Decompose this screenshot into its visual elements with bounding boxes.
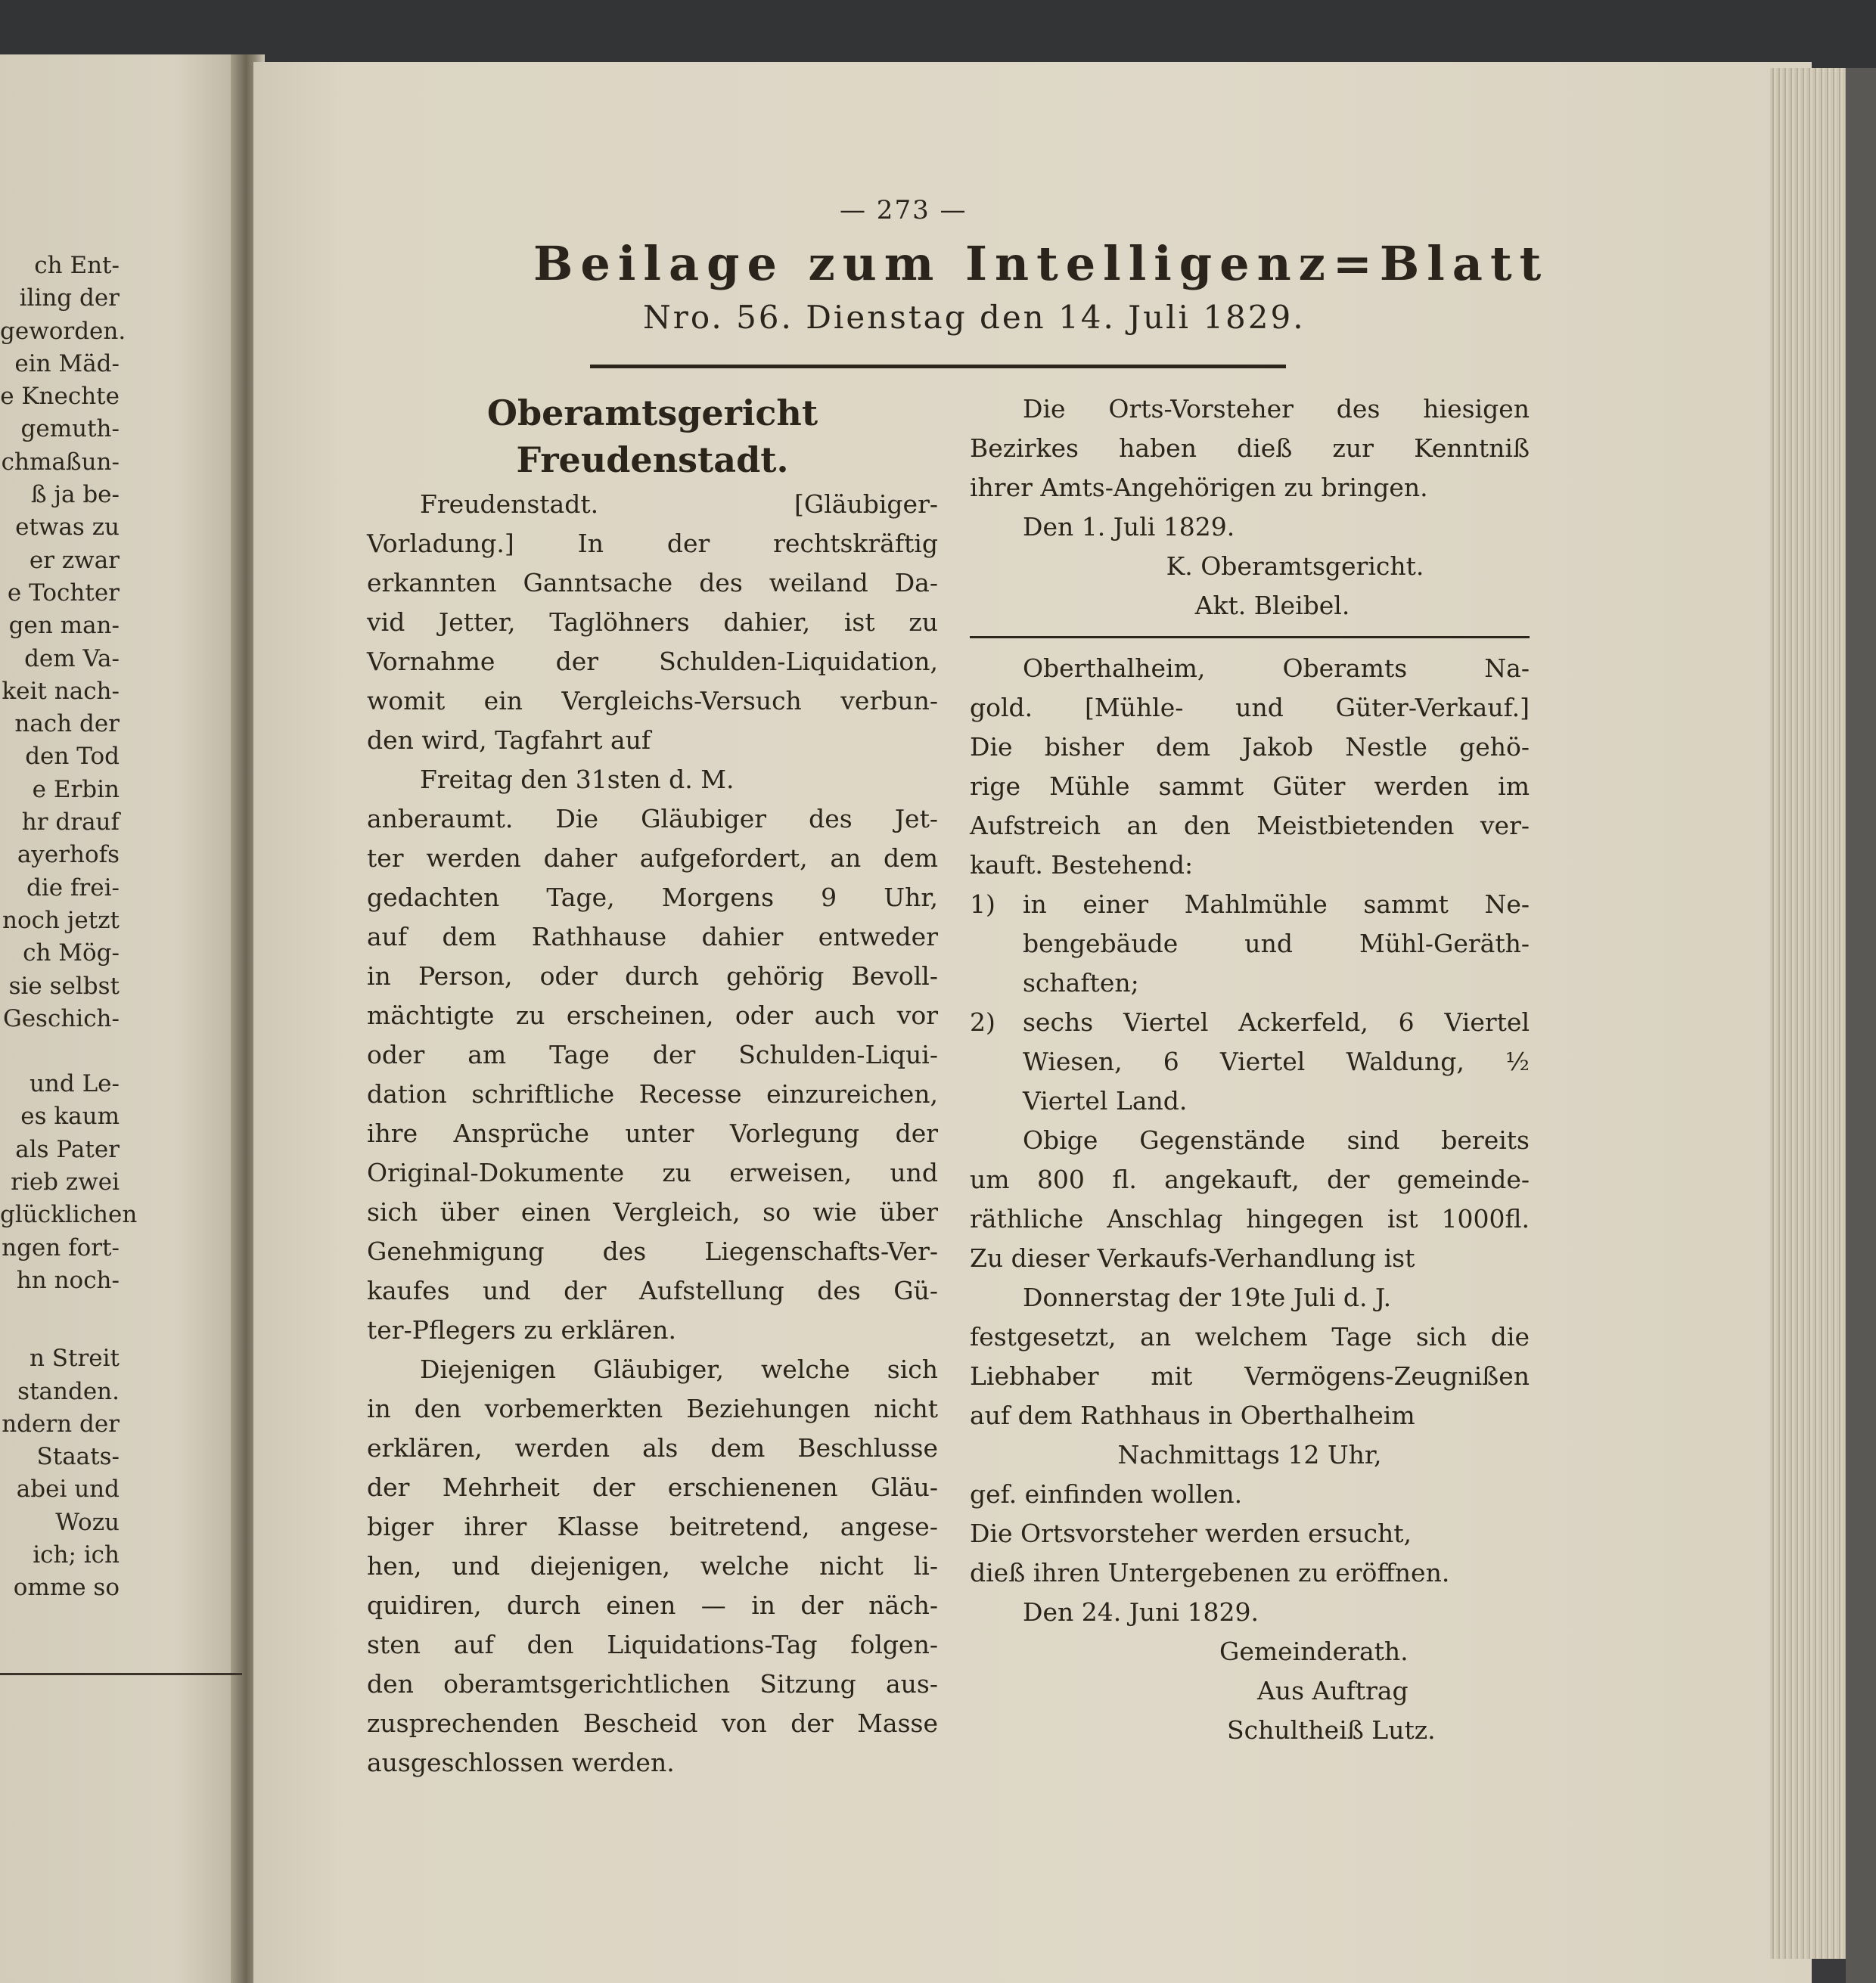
- notice-line: erkannten Ganntsache des weiland Da-: [367, 568, 938, 597]
- fragment-line: gemuth-: [20, 415, 120, 443]
- list-item-line: schaften;: [1023, 968, 1139, 998]
- notice-date: Den 24. Juni 1829.: [1023, 1597, 1259, 1627]
- list-item-line: Wiesen, 6 Viertel Waldung, ½: [1023, 1047, 1530, 1076]
- notice-line: den oberamtsgerichtlichen Sitzung aus-: [367, 1669, 938, 1699]
- notice-line: vid Jetter, Taglöhners dahier, ist zu: [367, 607, 938, 637]
- notice-line: dieß ihren Untergebenen zu eröffnen.: [970, 1558, 1450, 1587]
- sale-time: Nachmittags 12 Uhr,: [1117, 1440, 1382, 1469]
- column-right: [970, 389, 1530, 1750]
- notice-separator: [970, 636, 1530, 638]
- fragment-line: nach der: [14, 710, 120, 738]
- notice-line: ter werden daher aufgefordert, an dem: [367, 843, 938, 873]
- list-item-number: 1): [970, 889, 995, 919]
- notice-line: Die Orts-Vorsteher des hiesigen: [1023, 394, 1530, 424]
- notice-line: biger ihrer Klasse beitretend, angese-: [367, 1512, 938, 1541]
- hearing-date: Freitag den 31sten d. M.: [420, 765, 735, 794]
- notice-line: anberaumt. Die Gläubiger des Jet-: [367, 804, 938, 833]
- list-item-line: bengebäude und Mühl-Geräth-: [1023, 929, 1530, 958]
- notice-line: räthliche Anschlag hingegen ist 1000fl.: [970, 1204, 1530, 1234]
- fragment-line: Geschich-: [2, 1004, 120, 1032]
- fragment-line: ß ja be-: [30, 481, 120, 509]
- header-rule: [590, 365, 1286, 368]
- fragment-line: ch Mög-: [23, 939, 120, 967]
- fragment-line: sie selbst: [8, 972, 120, 1000]
- fragment-line: und Le-: [29, 1070, 120, 1098]
- signature-council: Gemeinderath.: [1219, 1637, 1409, 1666]
- fragment-line: omme so: [13, 1574, 120, 1602]
- fragment-line: ayerhofs: [17, 841, 120, 869]
- notice-line: in den vorbemerkten Beziehungen nicht: [367, 1394, 938, 1423]
- list-item-line: sechs Viertel Ackerfeld, 6 Viertel: [1023, 1007, 1530, 1037]
- notice-line: zusprechenden Bescheid von der Masse: [367, 1708, 938, 1738]
- fragment-line: hn noch-: [16, 1266, 120, 1294]
- fragment-line: ndern der: [2, 1410, 120, 1438]
- fragment-line: abei und: [16, 1476, 120, 1504]
- list-item-line: Viertel Land.: [1023, 1086, 1188, 1116]
- issue-line: Nro. 56. Dienstag den 14. Juli 1829.: [643, 299, 1306, 336]
- notice-line: ausgeschlossen werden.: [367, 1748, 675, 1777]
- notice-date: Den 1. Juli 1829.: [1023, 512, 1235, 542]
- notice-line: Aufstreich an den Meistbietenden ver-: [970, 811, 1530, 840]
- fragment-line: ich; ich: [33, 1541, 120, 1569]
- fragment-line: etwas zu: [15, 514, 120, 542]
- notice-line: rige Mühle sammt Güter werden im: [970, 771, 1530, 801]
- fragment-line: ein Mäd-: [14, 349, 120, 377]
- notice-line: Die bisher dem Jakob Nestle gehö-: [970, 732, 1530, 762]
- fragment-line: keit nach-: [2, 677, 120, 705]
- fragment-line: die frei-: [26, 874, 120, 902]
- notice-line: Die Ortsvorsteher werden ersucht,: [970, 1519, 1412, 1548]
- background-right: [1846, 68, 1876, 1983]
- fragment-line: chmaßun-: [1, 448, 120, 476]
- sale-date: Donnerstag der 19te Juli d. J.: [1023, 1283, 1392, 1312]
- list-item: [970, 885, 1530, 1003]
- fragment-line: er zwar: [29, 546, 120, 574]
- notice-line: den wird, Tagfahrt auf: [367, 725, 651, 755]
- notice-line: in Person, oder durch gehörig Bevoll-: [367, 961, 938, 991]
- notice-line: Vorladung.] In der rechtskräftig: [367, 529, 938, 558]
- notice-line: ter-Pflegers zu erklären.: [367, 1315, 677, 1345]
- fragment-line: e Erbin: [32, 775, 120, 803]
- notice-line: mächtigte zu erscheinen, oder auch vor: [367, 1001, 938, 1030]
- background-top: [0, 0, 1876, 68]
- fragment-line: hr drauf: [21, 808, 120, 836]
- notice-line: auf dem Rathhaus in Oberthalheim: [970, 1401, 1415, 1430]
- list-item-line: in einer Mahlmühle sammt Ne-: [1023, 889, 1530, 919]
- notice-line: kaufes und der Aufstellung des Gü-: [367, 1276, 938, 1305]
- fragment-line: glücklichen: [0, 1201, 138, 1229]
- notice-line: kauft. Bestehend:: [970, 850, 1194, 880]
- notice-line: gedachten Tage, Morgens 9 Uhr,: [367, 883, 938, 912]
- notice-line: erklären, werden als dem Beschlusse: [367, 1433, 938, 1463]
- notice-line: ihre Ansprüche unter Vorlegung der: [367, 1119, 938, 1148]
- page-title: Beilage zum Intelligenz=Blatt: [533, 236, 1549, 291]
- fragment-line: Wozu: [55, 1508, 120, 1536]
- fragment-line: rieb zwei: [11, 1168, 120, 1196]
- notice-line: Vornahme der Schulden-Liquidation,: [367, 647, 938, 676]
- notice-line: Original-Dokumente zu erweisen, und: [367, 1158, 938, 1187]
- notice-line: gef. einfinden wollen.: [970, 1479, 1243, 1509]
- notice-line: dation schriftliche Recesse einzureichen,: [367, 1079, 938, 1109]
- notice-line: Oberthalheim, Oberamts Na-: [1023, 653, 1530, 683]
- signature-mandate: Aus Auftrag: [1257, 1676, 1409, 1705]
- signature-clerk: Akt. Bleibel.: [1194, 591, 1350, 620]
- fragment-line: iling der: [19, 284, 120, 312]
- fragment-line: den Tod: [25, 743, 120, 771]
- list-item: [970, 1003, 1530, 1121]
- notice-line: Freudenstadt. [Gläubiger-: [420, 489, 938, 519]
- notice-line: Liebhaber mit Vermögens-Zeugnißen: [970, 1361, 1530, 1391]
- notice-line: auf dem Rathhause dahier entweder: [367, 922, 938, 951]
- fragment-line: Staats-: [36, 1443, 120, 1471]
- notice-line: sich über einen Vergleich, so wie über: [367, 1197, 938, 1227]
- fragment-line: ngen fort-: [2, 1234, 120, 1261]
- fragment-line: dem Va-: [24, 644, 120, 672]
- list-item-number: 2): [970, 1007, 995, 1037]
- fragment-line: standen.: [17, 1377, 120, 1405]
- signature-mayor: Schultheiß Lutz.: [1227, 1715, 1436, 1745]
- notice-line: Genehmigung des Liegenschafts-Ver-: [367, 1237, 938, 1266]
- notice-line: quidiren, durch einen — in der näch-: [367, 1590, 938, 1620]
- fragment-line: ch Ent-: [34, 252, 120, 279]
- fragment-line: e Tochter: [7, 579, 120, 607]
- fragment-line: geworden.: [0, 317, 126, 345]
- fragment-line: e Knechte: [0, 383, 120, 411]
- signature-court: K. Oberamtsgericht.: [1166, 551, 1424, 581]
- left-page-rule: [0, 1673, 242, 1675]
- notice-line: Diejenigen Gläubiger, welche sich: [420, 1355, 938, 1384]
- fragment-line: es kaum: [20, 1103, 120, 1131]
- notice-line: festgesetzt, an welchem Tage sich die: [970, 1322, 1530, 1351]
- notice-heading: Oberamtsgericht Freudenstadt.: [486, 393, 818, 480]
- notice-line: gold. [Mühle- und Güter-Verkauf.]: [970, 693, 1530, 722]
- notice-line: Bezirkes haben dieß zur Kenntniß: [970, 433, 1530, 463]
- notice-line: oder am Tage der Schulden-Liqui-: [367, 1040, 938, 1069]
- notice-line: um 800 fl. angekauft, der gemeinde-: [970, 1165, 1530, 1194]
- notice-line: womit ein Vergleichs-Versuch verbun-: [367, 686, 938, 715]
- column-left: [367, 389, 938, 1783]
- fragment-line: als Pater: [15, 1135, 120, 1163]
- notice-line: Obige Gegenstände sind bereits: [1023, 1125, 1530, 1155]
- page-number: — 273 —: [840, 195, 968, 225]
- fragment-line: n Streit: [29, 1345, 120, 1373]
- left-page-text: [0, 250, 138, 1605]
- fragment-line: gen man-: [8, 612, 120, 640]
- notice-line: hen, und diejenigen, welche nicht li-: [367, 1551, 938, 1581]
- notice-line: sten auf den Liquidations-Tag folgen-: [367, 1630, 938, 1659]
- notice-line: ihrer Amts-Angehörigen zu bringen.: [970, 473, 1428, 502]
- fragment-line: noch jetzt: [2, 906, 120, 934]
- notice-line: Zu dieser Verkaufs-Verhandlung ist: [970, 1243, 1415, 1273]
- notice-line: der Mehrheit der erschienenen Gläu-: [367, 1473, 938, 1502]
